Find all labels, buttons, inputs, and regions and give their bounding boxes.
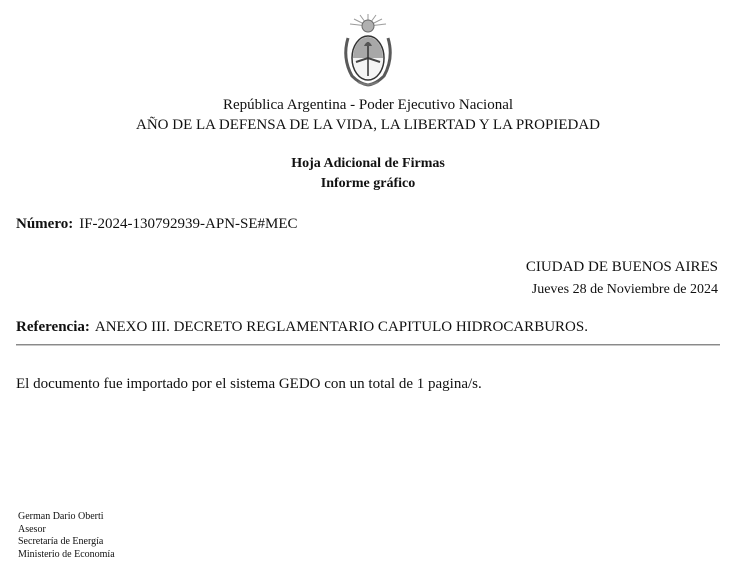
signer-block: [18, 511, 115, 561]
document-number-value: IF-2024-130792939-APN-SE#MEC: [79, 216, 298, 232]
document-title: Hoja Adicional de Firmas: [291, 156, 445, 171]
document-subtitle: Informe gráfico: [320, 176, 416, 191]
signer-role: Asesor: [18, 523, 46, 535]
divider: [16, 344, 720, 346]
document-city: CIUDAD DE BUENOS AIRES: [525, 259, 718, 275]
document-number-label: Número:: [16, 216, 74, 232]
header-government-name: República Argentina - Poder Ejecutivo Nacional: [222, 97, 514, 113]
signer-office: Secretaría de Energía: [18, 536, 104, 547]
document-reference-value: ANEXO III. DECRETO REGLAMENTARIO CAPITULO HIDROCARBUROS.: [94, 319, 588, 335]
document-reference-label: Referencia:: [16, 319, 90, 335]
document-date: Jueves 28 de Noviembre de 2024: [531, 282, 718, 297]
document-number: [16, 216, 298, 233]
header-year-motto: AÑO DE LA DEFENSA DE LA VIDA, LA LIBERTAD Y LA PROPIEDAD: [135, 117, 600, 133]
signer-name: German Dario Oberti: [18, 511, 104, 522]
signer-ministry: Ministerio de Economía: [18, 548, 115, 560]
argentina-coat-of-arms-icon: [338, 12, 398, 88]
document-body-text: El documento fue importado por el sistema GEDO con un total de 1 pagina/s.: [16, 376, 482, 392]
document-reference: [16, 319, 588, 336]
